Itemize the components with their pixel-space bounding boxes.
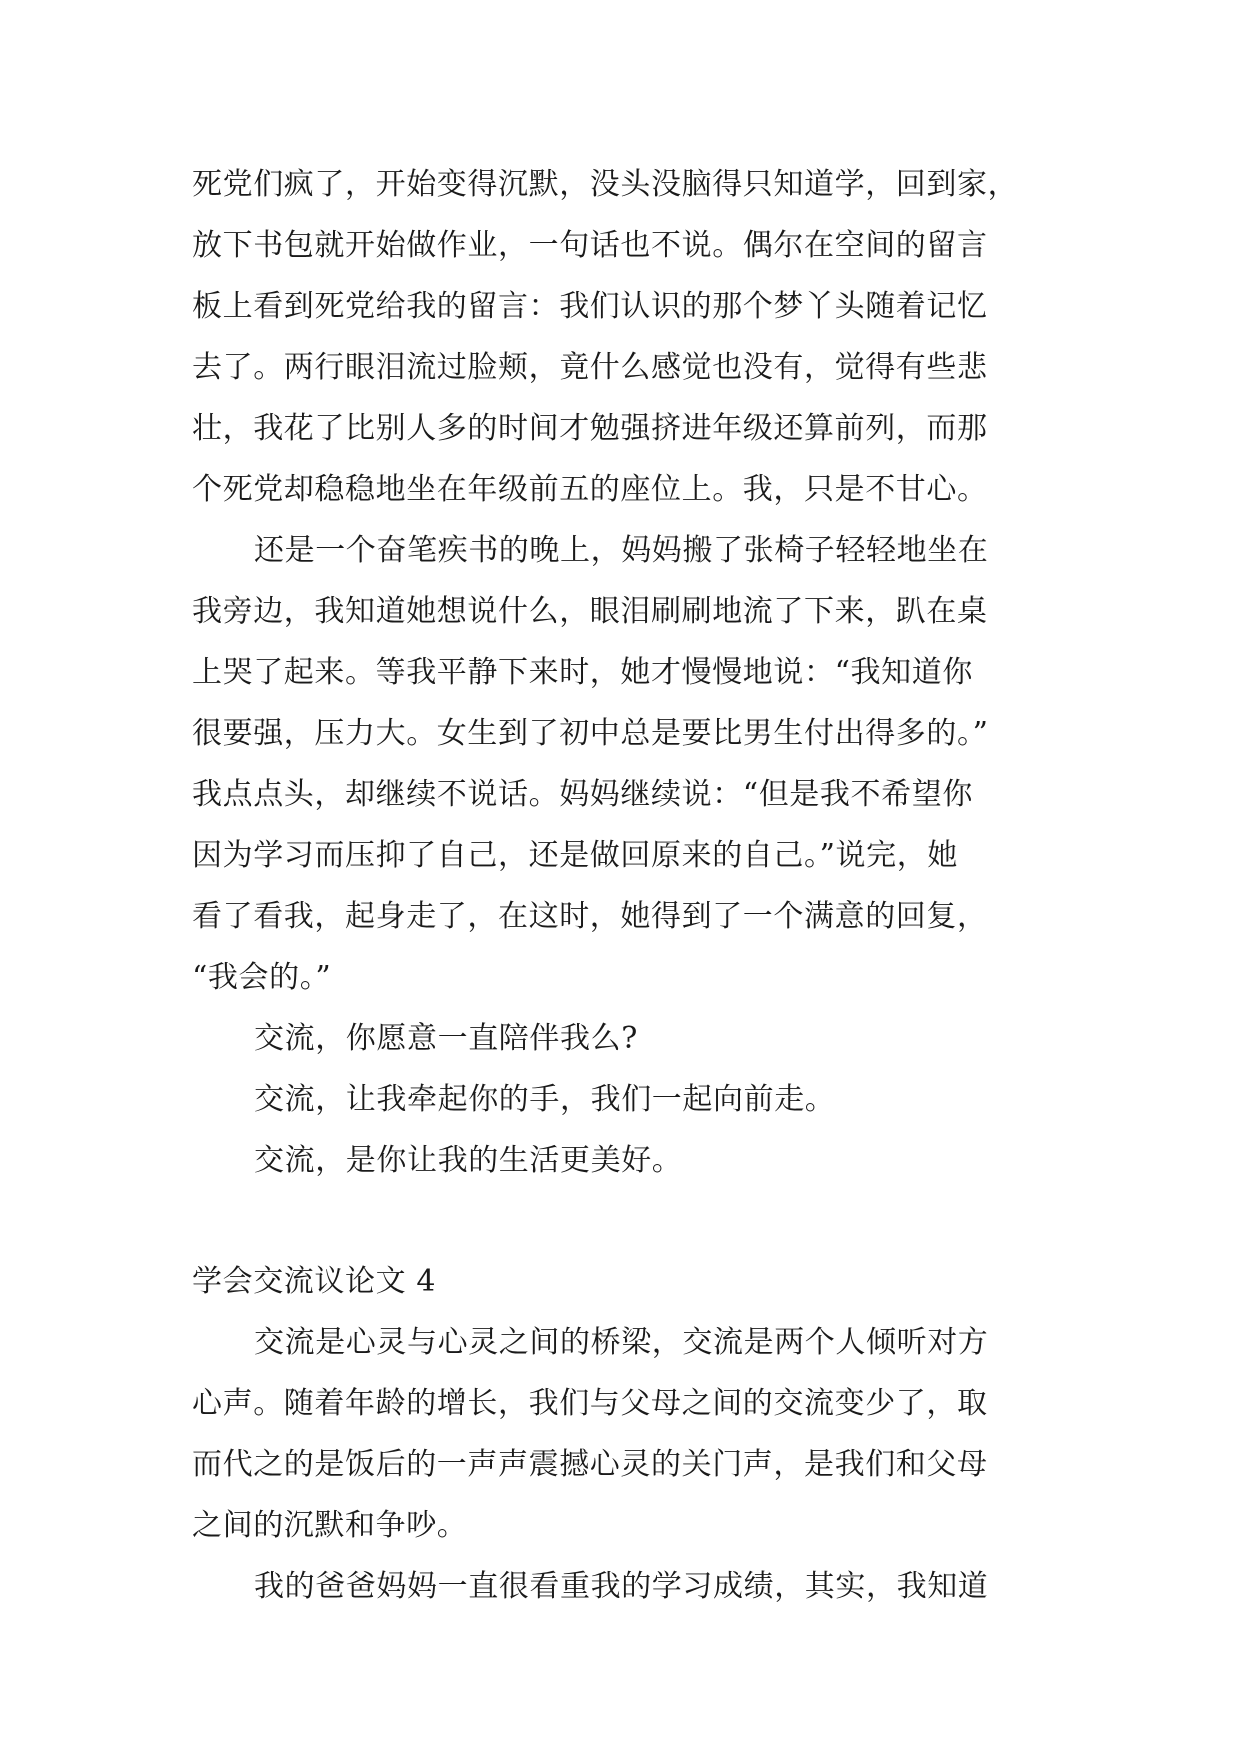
paragraph-line: 很要强，压力大。女生到了初中总是要比男生付出得多的。” xyxy=(192,716,989,751)
paragraph-line: 之间的沉默和争吵。 xyxy=(192,1508,468,1543)
paragraph-line: 还是一个奋笔疾书的晚上，妈妈搬了张椅子轻轻地坐在 xyxy=(254,533,989,568)
paragraph-line: 个死党却稳稳地坐在年级前五的座位上。我，只是不甘心。 xyxy=(192,472,988,507)
poem-line: 交流，让我牵起你的手，我们一起向前走。 xyxy=(254,1082,836,1117)
paragraph-line: 我点点头，却继续不说话。妈妈继续说：“但是我不希望你 xyxy=(192,777,973,812)
paragraph-line: 死党们疯了，开始变得沉默，没头没脑得只知道学，回到家， xyxy=(192,167,1019,202)
poem-line: 交流，是你让我的生活更美好。 xyxy=(254,1143,683,1178)
paragraph-line: 看了看我，起身走了，在这时，她得到了一个满意的回复， xyxy=(192,899,988,934)
paragraph-line: 我的爸爸妈妈一直很看重我的学习成绩，其实，我知道 xyxy=(254,1569,989,1604)
paragraph-line: 放下书包就开始做作业，一句话也不说。偶尔在空间的留言 xyxy=(192,228,988,263)
paragraph-line: 我旁边，我知道她想说什么，眼泪刷刷地流了下来，趴在桌 xyxy=(192,594,988,629)
paragraph-line: 而代之的是饭后的一声声震撼心灵的关门声，是我们和父母 xyxy=(192,1447,988,1482)
paragraph-line: 心声。随着年龄的增长，我们与父母之间的交流变少了，取 xyxy=(192,1386,988,1421)
paragraph-line: “我会的。” xyxy=(192,960,332,995)
paragraph-line: 壮，我花了比别人多的时间才勉强挤进年级还算前列，而那 xyxy=(192,411,988,446)
paragraph-line: 去了。两行眼泪流过脸颊，竟什么感觉也没有，觉得有些悲 xyxy=(192,350,988,385)
paragraph-line: 交流是心灵与心灵之间的桥梁，交流是两个人倾听对方 xyxy=(254,1325,989,1360)
poem-line: 交流，你愿意一直陪伴我么? xyxy=(254,1021,638,1056)
paragraph-line: 上哭了起来。等我平静下来时，她才慢慢地说：“我知道你 xyxy=(192,655,973,690)
section-heading: 学会交流议论文 4 xyxy=(192,1264,437,1299)
paragraph-line: 因为学习而压抑了自己，还是做回原来的自己。”说完，她 xyxy=(192,838,958,873)
paragraph-line: 板上看到死党给我的留言：我们认识的那个梦丫头随着记忆 xyxy=(192,289,988,324)
